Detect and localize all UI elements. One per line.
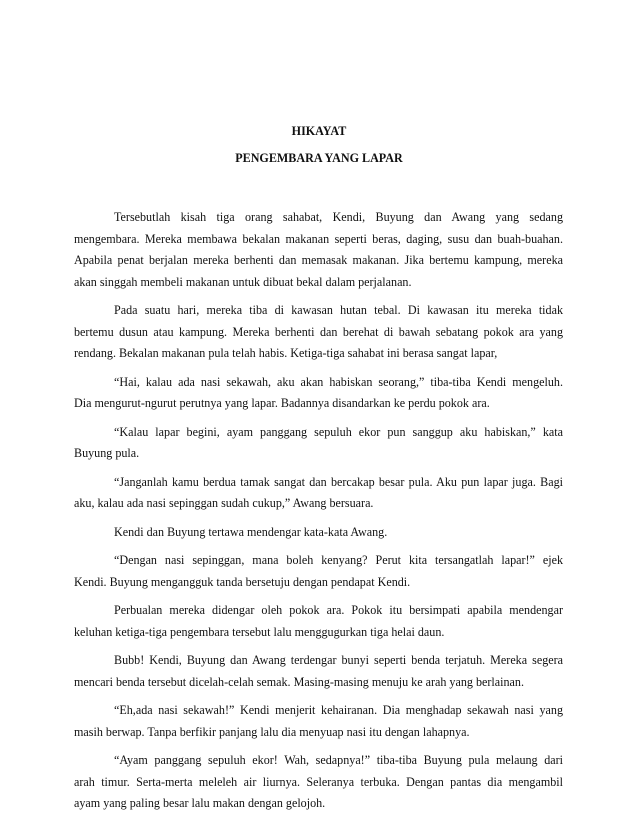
paragraph-line: aku, kalau ada nasi sepinggan sudah cukup,” Awang bersuara. — [74, 496, 374, 510]
document-title: HIKAYAT — [291, 124, 347, 138]
paragraph-line: akan singgah membeli makanan untuk dibuat bekal dalam perjalanan. — [74, 274, 412, 289]
paragraph — [74, 650, 563, 693]
paragraph — [74, 700, 563, 743]
paragraph — [74, 422, 563, 465]
paragraph-line: Perbualan mereka didengar oleh pokok ara. Pokok itu bersimpati apabila mendengar — [114, 603, 563, 617]
paragraph — [74, 550, 563, 593]
paragraph-line: ayam yang paling besar lalu makan dengan gelojoh. — [74, 796, 326, 810]
paragraph-line: arah timur. Serta-merta meleleh air liurnya. Seleranya terbuka. Dengan pantas dia mengambil — [74, 774, 563, 789]
paragraph-line: Kendi. Buyung mengangguk tanda bersetuju dengan pendapat Kendi. — [74, 574, 411, 589]
paragraph — [74, 300, 563, 365]
paragraph-line: mencari benda tersebut dicelah-celah semak. Masing-masing menuju ke arah yang berlainan. — [74, 674, 524, 689]
paragraph-line: masih berwap. Tanpa berfikir panjang lalu dia menyuap nasi itu dengan lahapnya. — [74, 724, 470, 739]
paragraph-line: mengembara. Mereka membawa bekalan makanan seperti beras, daging, susu dan buah-buahan. — [74, 231, 563, 246]
paragraph-line: “Hai, kalau ada nasi sekawah, aku akan habiskan seorang,” tiba-tiba Kendi mengeluh. — [114, 374, 563, 389]
paragraph-line: Kendi dan Buyung tertawa mendengar kata-kata Awang. — [114, 524, 388, 539]
paragraph-line: “Kalau lapar begini, ayam panggang sepuluh ekor pun sanggup aku habiskan,” kata — [114, 424, 563, 439]
paragraph-line: “Dengan nasi sepinggan, mana boleh kenyang? Perut kita tersangatlah lapar!” ejek — [114, 553, 563, 567]
paragraph — [74, 372, 563, 415]
paragraph-line: bertemu dusun atau kampung. Mereka berhenti dan berehat di bawah sebatang pokok ara yang — [74, 324, 563, 339]
paragraph — [74, 207, 563, 293]
paragraph-line: Buyung pula. — [74, 446, 140, 460]
paragraph — [74, 472, 563, 515]
paragraph-line: Bubb! Kendi, Buyung dan Awang terdengar bunyi seperti benda terjatuh. Mereka segera — [114, 653, 563, 667]
paragraph-line: “Ayam panggang sepuluh ekor! Wah, sedapnya!” tiba-tiba Buyung pula melaung dari — [114, 753, 563, 767]
paragraph-line: Dia mengurut-ngurut perutnya yang lapar. Badannya disandarkan ke perdu pokok ara. — [74, 396, 490, 410]
paragraph — [74, 522, 563, 544]
paragraph-line: “Eh,ada nasi sekawah!” Kendi menjerit kehairanan. Dia menghadap sekawah nasi yang — [114, 703, 563, 717]
document-body — [74, 207, 563, 822]
paragraph-line: Apabila penat berjalan mereka berhenti dan memasak makanan. Jika bertemu kampung, mereka — [74, 253, 563, 267]
paragraph — [74, 600, 563, 643]
paragraph — [74, 750, 563, 815]
document-subtitle: PENGEMBARA YANG LAPAR — [235, 151, 403, 165]
paragraph-line: Tersebutlah kisah tiga orang sahabat, Kendi, Buyung dan Awang yang sedang — [114, 210, 563, 224]
paragraph-line: keluhan ketiga-tiga pengembara tersebut lalu menggugurkan tiga helai daun. — [74, 624, 445, 639]
paragraph-line: Pada suatu hari, mereka tiba di kawasan hutan tebal. Di kawasan itu mereka tidak — [114, 303, 563, 317]
paragraph-line: “Janganlah kamu berdua tamak sangat dan bercakap besar pula. Aku pun lapar juga. Bagi — [114, 474, 563, 489]
paragraph-line: rendang. Bekalan makanan pula telah habis. Ketiga-tiga sahabat ini berasa sangat lapar, — [74, 346, 498, 360]
